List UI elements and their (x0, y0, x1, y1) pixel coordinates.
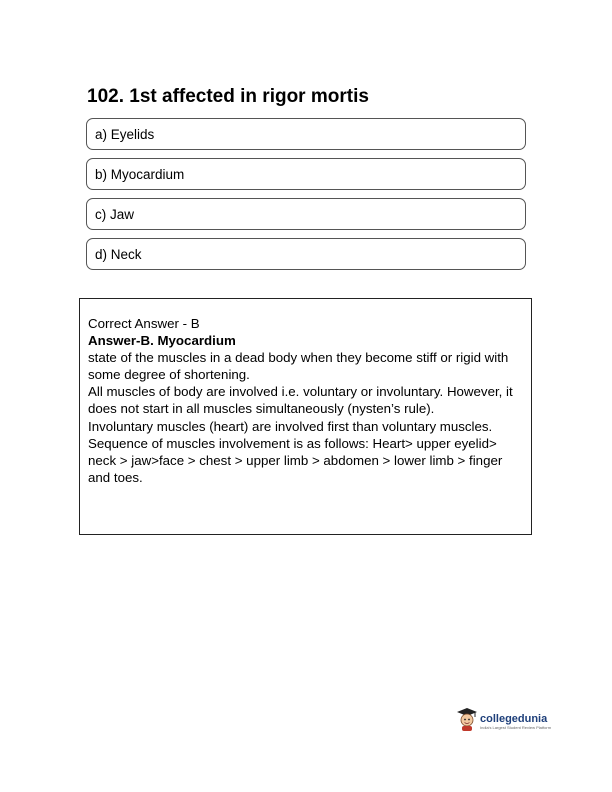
graduate-mascot-icon (456, 707, 478, 736)
correct-answer-line: Correct Answer - B (88, 316, 200, 331)
option-a-label: a) Eyelids (95, 126, 155, 142)
option-b-label: b) Myocardium (95, 166, 185, 182)
option-b[interactable] (86, 158, 526, 190)
explanation-paragraph: All muscles of body are involved i.e. voluntary or involuntary. However, it does not start in all muscles simultaneously (nysten’s rule). (88, 384, 513, 417)
option-c-label: c) Jaw (95, 206, 135, 222)
option-d[interactable] (86, 238, 526, 270)
logo-name: collegedunia (480, 713, 548, 725)
logo-tagline: India's Largest Student Review Platform (480, 725, 552, 730)
collegedunia-logo (456, 707, 551, 736)
question-title: 102. 1st affected in rigor mortis (87, 86, 369, 107)
explanation-paragraph: Sequence of muscles involvement is as follows: Heart> upper eyelid> neck > jaw>face > chest > upper limb > abdomen > lower limb > finger and toes. (88, 435, 503, 485)
answer-explanation-box (79, 298, 532, 535)
explanation-paragraph: Involuntary muscles (heart) are involved first than voluntary muscles. (88, 418, 493, 434)
option-c[interactable] (86, 198, 526, 230)
options-list (86, 118, 526, 278)
answer-heading: Answer-B. Myocardium (88, 333, 236, 349)
explanation-paragraph: state of the muscles in a dead body when they become stiff or rigid with some degree of shortening. (88, 350, 509, 383)
option-d-label: d) Neck (95, 246, 142, 262)
option-a[interactable] (86, 118, 526, 150)
